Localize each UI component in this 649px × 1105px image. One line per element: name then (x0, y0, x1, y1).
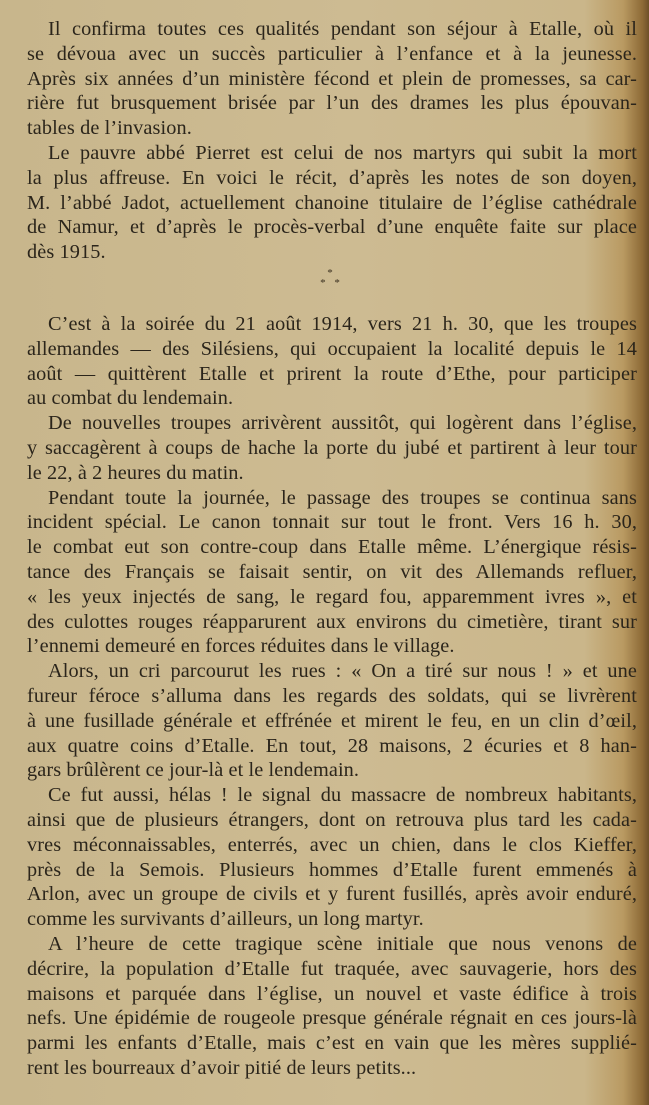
asterism-top: * (327, 267, 333, 279)
text-line: parmi les enfants d’Etalle, mais c’est en vain que les mères supplié- (27, 1032, 637, 1055)
text-section-1 (27, 17, 637, 265)
text-line: Après six années d’un ministère fécond et plein de promesses, sa car- (27, 67, 637, 90)
text-line: C’est à la soirée du 21 août 1914, vers 21 h. 30, que les troupes (48, 313, 637, 335)
text-line: Arlon, avec un groupe de civils et y furent fusillés, après avoir enduré, (27, 883, 637, 906)
text-line: le combat eut son contre-coup dans Etalle même. L’énergique résis- (27, 536, 637, 559)
text-line: à une fusillade générale et effrénée et mirent le feu, en un clin d’œil, (27, 709, 637, 732)
text-line: allemandes — des Silésiens, qui occupaient la localité depuis le 14 (27, 337, 637, 360)
text-line: la plus affreuse. En voici le récit, d’après les notes de son doyen, (27, 166, 637, 189)
text-line: Ce fut aussi, hélas ! le signal du massacre de nombreux habitants, (48, 784, 637, 807)
text-line: Pendant toute la journée, le passage des troupes se continua sans (48, 486, 637, 509)
text-line: comme les survivants d’ailleurs, un long martyr. (27, 908, 424, 931)
text-line: De nouvelles troupes arrivèrent aussitôt, qui logèrent dans l’église, (48, 412, 637, 435)
text-line: août — quittèrent Etalle et prirent la route d’Ethe, pour participer (27, 362, 637, 385)
text-line: près de la Semois. Plusieurs hommes d’Etalle furent emmenés à (27, 858, 637, 881)
text-line: des culottes rouges réapparurent aux environs du cimetière, tirant sur (27, 610, 637, 633)
text-line: gars brûlèrent ce jour-là et le lendemain. (27, 759, 360, 782)
text-line: vres méconnaissables, enterrés, avec un chien, dans le clos Kieffer, (27, 833, 637, 856)
text-line: aux quatre coins d’Etalle. En tout, 28 maisons, 2 écuries et 8 han- (27, 734, 637, 757)
text-line: l’ennemi demeuré en forces réduites dans le village. (27, 635, 455, 658)
paragraph (27, 932, 637, 1081)
paragraph (27, 659, 637, 783)
text-line: dès 1915. (27, 241, 106, 264)
text-line: « les yeux injectés de sang, le regard fou, apparemment ivres », et (27, 585, 637, 608)
paragraph (27, 17, 637, 141)
text-line: M. l’abbé Jadot, actuellement chanoine titulaire de l’église cathédrale (27, 191, 637, 214)
paragraph (27, 486, 637, 660)
text-line: rent les bourreaux d’avoir pitié de leurs petits... (27, 1056, 417, 1079)
text-line: tance des Français se faisait sentir, on vit des Allemands refluer, (27, 560, 637, 583)
text-line: fureur féroce s’alluma dans les regards des soldats, qui se livrèrent (27, 684, 637, 707)
text-line: ainsi que de plusieurs étrangers, dont on retrouva plus tard les cada- (27, 808, 637, 831)
text-line: le 22, à 2 heures du matin. (27, 461, 244, 484)
text-line: Il confirma toutes ces qualités pendant son séjour à Etalle, où il (48, 18, 637, 40)
text-line: Alors, un cri parcourut les rues : « On a tiré sur nous ! » et une (48, 660, 637, 683)
paragraph (27, 312, 637, 411)
text-line: rière fut brusquement brisée par l’un des drames les plus épouvan- (27, 92, 637, 115)
text-line: Le pauvre abbé Pierret est celui de nos martyrs qui subit la mort (48, 141, 637, 164)
text-line: A l’heure de cette tragique scène initiale que nous venons de (48, 932, 637, 955)
paragraph (27, 141, 637, 265)
paragraph (27, 411, 637, 485)
text-line: y saccagèrent à coups de hache la porte du jubé et partirent à leur tour (27, 436, 637, 459)
text-line: maisons et parquée dans l’église, un nouvel et vaste édifice à trois (27, 982, 637, 1005)
text-line: de Namur, et d’après le procès-verbal d’une enquête faite sur place (27, 216, 637, 239)
asterism-separator (300, 268, 360, 298)
text-line: au combat du lendemain. (27, 387, 234, 410)
text-line: tables de l’invasion. (27, 117, 192, 140)
text-line: décrire, la population d’Etalle fut traquée, avec sauvagerie, hors des (27, 957, 637, 980)
text-line: incident spécial. Le canon tonnait sur tout le front. Vers 16 h. 30, (27, 511, 637, 534)
paragraph (27, 783, 637, 932)
asterism-bottom: * * (320, 277, 340, 289)
text-line: se dévoua avec un succès particulier à l’enfance et à la jeunesse. (27, 42, 637, 65)
text-section-2 (27, 312, 637, 1081)
text-line: nefs. Une épidémie de rougeole presque générale régnait en ces jours-là (27, 1007, 637, 1030)
